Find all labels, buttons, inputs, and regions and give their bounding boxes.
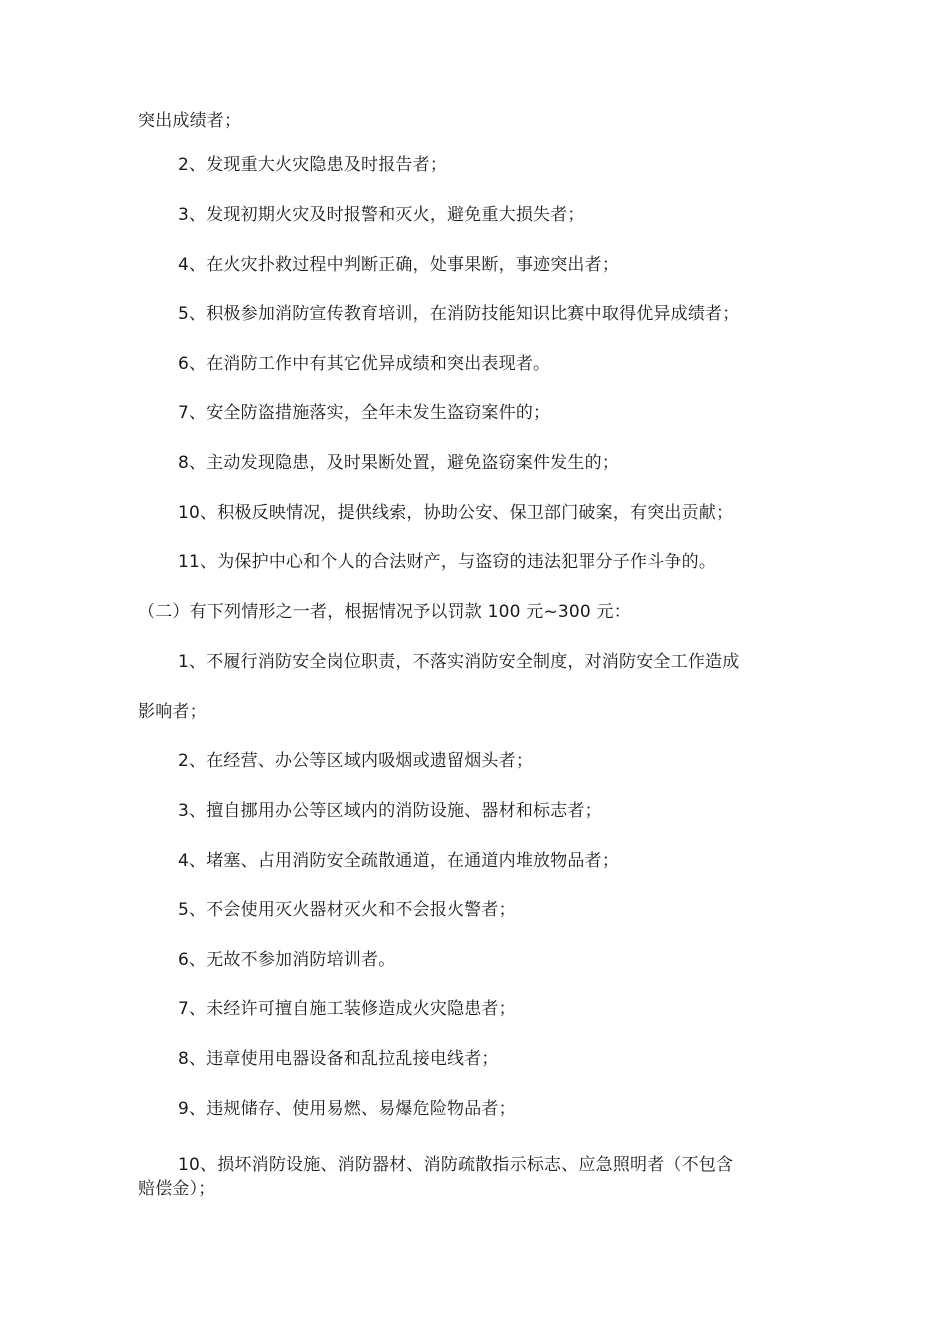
list-item: 5、积极参加消防宣传教育培训，在消防技能知识比赛中取得优异成绩者； <box>178 304 740 324</box>
list-item: 9、违规储存、使用易燃、易爆危险物品者； <box>178 1099 516 1119</box>
list-item: 8、违章使用电器设备和乱拉乱接电线者； <box>178 1049 499 1069</box>
text-line: 突出成绩者； <box>138 111 242 131</box>
text-line: 赔偿金）； <box>138 1179 216 1199</box>
list-item: 2、在经营、办公等区域内吸烟或遗留烟头者； <box>178 751 534 771</box>
list-item: 1、不履行消防安全岗位职责，不落实消防安全制度，对消防安全工作造成 <box>178 652 740 672</box>
list-item: 6、在消防工作中有其它优异成绩和突出表现者。 <box>178 354 551 374</box>
list-item: 4、堵塞、占用消防安全疏散通道，在通道内堆放物品者； <box>178 851 620 871</box>
section-heading: （二）有下列情形之一者，根据情况予以罚款 100 元~300 元： <box>138 602 631 622</box>
list-item: 10、积极反映情况，提供线索，协助公安、保卫部门破案，有突出贡献； <box>178 503 734 523</box>
list-item: 8、主动发现隐患，及时果断处置，避免盗窃案件发生的； <box>178 453 620 473</box>
list-item: 7、安全防盗措施落实，全年未发生盗窃案件的； <box>178 403 551 423</box>
text-line: 影响者； <box>138 702 207 722</box>
list-item: 7、未经许可擅自施工装修造成火灾隐患者； <box>178 999 516 1019</box>
list-item: 5、不会使用灭火器材灭火和不会报火警者； <box>178 900 516 920</box>
list-item: 3、擅自挪用办公等区域内的消防设施、器材和标志者； <box>178 801 602 821</box>
list-item: 10、损坏消防设施、消防器材、消防疏散指示标志、应急照明者（不包含 <box>178 1155 734 1175</box>
list-item: 2、发现重大火灾隐患及时报告者； <box>178 155 448 175</box>
list-item: 11、为保护中心和个人的合法财产，与盗窃的违法犯罪分子作斗争的。 <box>178 552 717 572</box>
list-item: 3、发现初期火灾及时报警和灭火，避免重大损失者； <box>178 205 585 225</box>
list-item: 4、在火灾扑救过程中判断正确，处事果断，事迹突出者； <box>178 255 620 275</box>
list-item: 6、无故不参加消防培训者。 <box>178 950 396 970</box>
